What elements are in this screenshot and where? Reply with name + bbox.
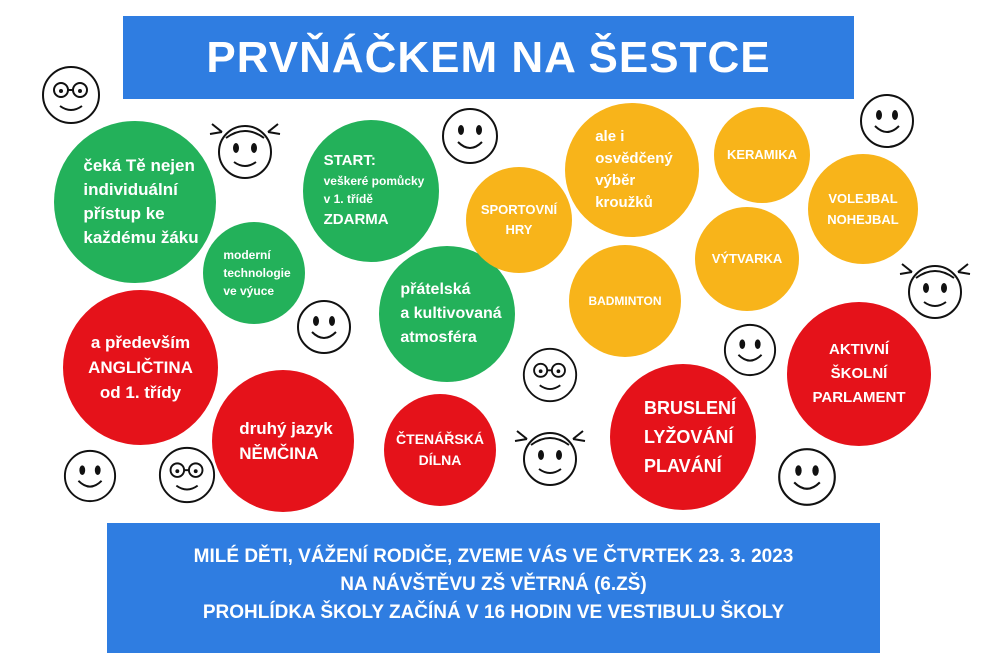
bubble-clubs-text: ale i osvědčený výběr kroužků: [595, 128, 673, 211]
bubble-german: [212, 370, 354, 512]
bubble-friendly-text: přátelská a kultivovaná atmosféra: [400, 281, 502, 346]
bubble-start-free: ZDARMA: [323, 211, 389, 228]
bubble-start-body: veškeré pomůcky v 1. třídě: [323, 174, 425, 206]
smiley-pigtails-icon: [513, 425, 587, 489]
footer-line-2: NA NÁVŠTĚVU ZŠ VĚTRNÁ (6.ZŠ): [340, 574, 647, 595]
bubble-clubs: [565, 103, 699, 237]
title-banner: [123, 16, 854, 99]
bubble-art-text: VÝTVARKA: [711, 251, 783, 266]
bubble-skating: [610, 364, 756, 510]
bubble-art: [695, 207, 799, 311]
footer-banner: [107, 523, 880, 653]
smiley-face-icon: [295, 298, 353, 356]
bubble-start: [303, 120, 439, 262]
bubble-volleyball: [808, 154, 918, 264]
page-title: PRVŇÁČKEM NA ŠESTCE: [206, 33, 771, 82]
bubble-individual-text: čeká Tě nejen individuální přístup ke každému žáku: [83, 156, 199, 247]
bubble-volleyball-text: VOLEJBAL NOHEJBAL: [827, 191, 899, 227]
bubble-badminton: [569, 245, 681, 357]
smiley-face-icon: [62, 448, 118, 504]
footer-line-1: MILÉ DĚTI, VÁŽENÍ RODIČE, ZVEME VÁS VE ČTVRTEK 23. 3. 2023: [193, 546, 794, 567]
bubble-modern: [203, 222, 305, 324]
smiley-pigtails-icon: [898, 258, 972, 322]
bubble-reading-text: ČTENÁŘSKÁ DÍLNA: [396, 431, 484, 468]
footer-lines: [107, 543, 880, 627]
footer-line-3: PROHLÍDKA ŠKOLY ZAČÍNÁ V 16 HODIN VE VESTIBULU ŠKOLY: [202, 602, 785, 623]
bubble-individual: [54, 121, 216, 283]
bubble-sports: [466, 167, 572, 273]
smiley-pigtails-icon: [208, 118, 282, 182]
smiley-glasses-icon: [40, 64, 102, 126]
bubble-ceramics-text: KERAMIKA: [726, 147, 798, 162]
smiley-face-icon: [858, 92, 916, 150]
bubble-skating-text: BRUSLENÍ LYŽOVÁNÍ PLAVÁNÍ: [643, 397, 736, 476]
bubble-badminton-text: BADMINTON: [588, 294, 662, 308]
smiley-glasses-icon: [521, 346, 579, 404]
bubble-start-head: START:: [323, 152, 376, 169]
smiley-glasses-icon: [157, 445, 217, 505]
bubble-reading: [384, 394, 496, 506]
bubble-start-content: [324, 150, 425, 232]
bubble-ceramics: [714, 107, 810, 203]
bubble-german-text: druhý jazyk NĚMČINA: [239, 419, 333, 463]
bubble-parliament-text: AKTIVNÍ ŠKOLNÍ PARLAMENT: [812, 341, 906, 406]
smiley-face-icon: [722, 322, 778, 378]
bubble-parliament: [787, 302, 931, 446]
smiley-face-icon: [776, 446, 838, 508]
bubble-english-text: a především ANGLIČTINA od 1. třídy: [88, 333, 193, 402]
smiley-face-icon: [440, 106, 500, 166]
bubble-sports-text: SPORTOVNÍ HRY: [480, 202, 558, 237]
bubble-english: [63, 290, 218, 445]
bubble-modern-text: moderní technologie ve výuce: [223, 248, 291, 298]
